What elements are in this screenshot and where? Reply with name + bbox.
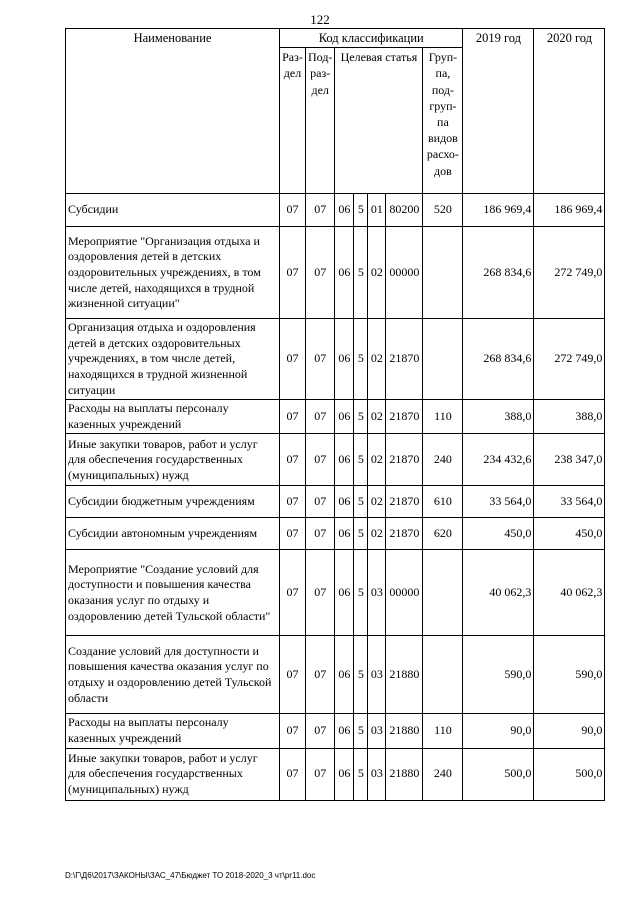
row-target-subprogram: 5 — [354, 486, 368, 518]
row-name: Иные закупки товаров, работ и услуг для обеспечения государственных (муниципальных) нужд — [66, 748, 280, 800]
row-expense-group: 620 — [423, 518, 463, 550]
row-target-program: 06 — [335, 518, 354, 550]
row-target-event: 01 — [368, 194, 386, 227]
row-name: Субсидии — [66, 194, 280, 227]
row-amount-2019: 268 834,6 — [463, 319, 534, 400]
row-podrazdel: 07 — [306, 550, 335, 636]
row-amount-2019: 186 969,4 — [463, 194, 534, 227]
row-amount-2020: 33 564,0 — [534, 486, 605, 518]
row-target-direction: 21870 — [386, 486, 423, 518]
row-podrazdel: 07 — [306, 518, 335, 550]
row-target-subprogram: 5 — [354, 434, 368, 486]
row-target-event: 03 — [368, 550, 386, 636]
row-amount-2020: 388,0 — [534, 400, 605, 434]
header-target-article: Целевая статья — [335, 48, 423, 194]
row-amount-2019: 90,0 — [463, 714, 534, 748]
row-target-event: 03 — [368, 636, 386, 714]
row-target-subprogram: 5 — [354, 550, 368, 636]
table-row — [66, 714, 605, 748]
row-target-subprogram: 5 — [354, 319, 368, 400]
row-name: Мероприятие "Создание условий для доступности и повышения качества оказания услуг по отдыху и оздоровлению детей Тульской области" — [66, 550, 280, 636]
row-target-subprogram: 5 — [354, 194, 368, 227]
row-target-subprogram: 5 — [354, 227, 368, 319]
row-target-direction: 21870 — [386, 400, 423, 434]
row-expense-group: 610 — [423, 486, 463, 518]
row-target-program: 06 — [335, 748, 354, 800]
row-razdel: 07 — [280, 550, 306, 636]
row-amount-2020: 186 969,4 — [534, 194, 605, 227]
header-name: Наименование — [66, 29, 280, 194]
row-podrazdel: 07 — [306, 714, 335, 748]
row-amount-2019: 388,0 — [463, 400, 534, 434]
table-row — [66, 400, 605, 434]
row-expense-group: 110 — [423, 400, 463, 434]
row-razdel: 07 — [280, 748, 306, 800]
row-target-direction: 21880 — [386, 714, 423, 748]
page-number: 122 — [310, 12, 330, 27]
row-target-subprogram: 5 — [354, 518, 368, 550]
row-razdel: 07 — [280, 486, 306, 518]
row-target-program: 06 — [335, 486, 354, 518]
row-target-program: 06 — [335, 636, 354, 714]
row-target-direction: 21880 — [386, 636, 423, 714]
row-target-direction: 21880 — [386, 748, 423, 800]
row-target-event: 02 — [368, 400, 386, 434]
table-row — [66, 227, 605, 319]
row-target-subprogram: 5 — [354, 714, 368, 748]
table-row — [66, 319, 605, 400]
row-expense-group — [423, 636, 463, 714]
row-amount-2019: 590,0 — [463, 636, 534, 714]
table-row — [66, 636, 605, 714]
row-target-event: 02 — [368, 434, 386, 486]
row-expense-group: 240 — [423, 748, 463, 800]
row-target-program: 06 — [335, 434, 354, 486]
row-target-program: 06 — [335, 194, 354, 227]
row-podrazdel: 07 — [306, 636, 335, 714]
row-razdel: 07 — [280, 194, 306, 227]
row-expense-group: 520 — [423, 194, 463, 227]
row-amount-2020: 450,0 — [534, 518, 605, 550]
row-name: Создание условий для доступности и повышения качества оказания услуг по отдыху и оздоровлению детей Тульской области — [66, 636, 280, 714]
row-razdel: 07 — [280, 636, 306, 714]
row-name: Расходы на выплаты персоналу казенных учреждений — [66, 400, 280, 434]
row-target-direction: 80200 — [386, 194, 423, 227]
row-target-subprogram: 5 — [354, 748, 368, 800]
row-expense-group — [423, 319, 463, 400]
row-podrazdel: 07 — [306, 227, 335, 319]
row-name: Субсидии бюджетным учреждениям — [66, 486, 280, 518]
table-row — [66, 518, 605, 550]
row-amount-2019: 500,0 — [463, 748, 534, 800]
row-amount-2019: 33 564,0 — [463, 486, 534, 518]
row-amount-2020: 40 062,3 — [534, 550, 605, 636]
row-razdel: 07 — [280, 227, 306, 319]
row-target-program: 06 — [335, 550, 354, 636]
row-amount-2020: 590,0 — [534, 636, 605, 714]
row-target-event: 03 — [368, 714, 386, 748]
file-path-footer: D:\Г\Д6\2017\ЗАКОНЫ\ЗАС_47\Бюджет ТО 2018-2020_3 чт\pr11.doc — [65, 871, 316, 880]
row-target-subprogram: 5 — [354, 400, 368, 434]
row-target-direction: 21870 — [386, 319, 423, 400]
row-podrazdel: 07 — [306, 434, 335, 486]
row-target-event: 02 — [368, 319, 386, 400]
row-expense-group — [423, 227, 463, 319]
row-name: Организация отдыха и оздоровления детей в детских оздоровительных учреждениях, в том числе детей, находящихся в трудной жизненной ситуации — [66, 319, 280, 400]
row-target-event: 02 — [368, 227, 386, 319]
row-target-program: 06 — [335, 227, 354, 319]
row-target-subprogram: 5 — [354, 636, 368, 714]
row-target-direction: 00000 — [386, 550, 423, 636]
row-razdel: 07 — [280, 518, 306, 550]
table-row — [66, 748, 605, 800]
row-target-program: 06 — [335, 714, 354, 748]
row-name: Субсидии автономным учреждениям — [66, 518, 280, 550]
row-amount-2019: 268 834,6 — [463, 227, 534, 319]
row-razdel: 07 — [280, 319, 306, 400]
row-amount-2020: 238 347,0 — [534, 434, 605, 486]
table-row — [66, 434, 605, 486]
row-podrazdel: 07 — [306, 400, 335, 434]
row-target-direction: 21870 — [386, 434, 423, 486]
row-razdel: 07 — [280, 714, 306, 748]
row-amount-2019: 40 062,3 — [463, 550, 534, 636]
row-expense-group: 110 — [423, 714, 463, 748]
header-expense-group: Груп-па, под-груп-па видов расхо-дов — [423, 48, 463, 194]
header-code: Код классификации — [280, 29, 463, 48]
row-podrazdel: 07 — [306, 194, 335, 227]
row-amount-2020: 272 749,0 — [534, 319, 605, 400]
row-name: Мероприятие "Организация отдыха и оздоровления детей в детских оздоровительных учреждениях, в том числе детей, находящихся в трудной жизненной ситуации" — [66, 227, 280, 319]
table-row — [66, 486, 605, 518]
row-target-event: 03 — [368, 748, 386, 800]
row-expense-group — [423, 550, 463, 636]
row-podrazdel: 07 — [306, 748, 335, 800]
row-amount-2020: 500,0 — [534, 748, 605, 800]
row-expense-group: 240 — [423, 434, 463, 486]
row-target-program: 06 — [335, 319, 354, 400]
budget-table — [65, 28, 605, 801]
header-2020: 2020 год — [534, 29, 605, 194]
row-amount-2019: 234 432,6 — [463, 434, 534, 486]
row-target-event: 02 — [368, 518, 386, 550]
table-body — [66, 194, 605, 800]
row-name: Иные закупки товаров, работ и услуг для обеспечения государственных (муниципальных) нужд — [66, 434, 280, 486]
row-target-direction: 00000 — [386, 227, 423, 319]
row-amount-2020: 90,0 — [534, 714, 605, 748]
row-podrazdel: 07 — [306, 486, 335, 518]
header-podrazdel: Под-раз-дел — [306, 48, 335, 194]
row-target-program: 06 — [335, 400, 354, 434]
row-razdel: 07 — [280, 400, 306, 434]
row-name: Расходы на выплаты персоналу казенных учреждений — [66, 714, 280, 748]
table-row — [66, 550, 605, 636]
row-target-direction: 21870 — [386, 518, 423, 550]
row-amount-2019: 450,0 — [463, 518, 534, 550]
header-razdel: Раз-дел — [280, 48, 306, 194]
table-row — [66, 194, 605, 227]
row-amount-2020: 272 749,0 — [534, 227, 605, 319]
row-podrazdel: 07 — [306, 319, 335, 400]
header-2019: 2019 год — [463, 29, 534, 194]
row-razdel: 07 — [280, 434, 306, 486]
row-target-event: 02 — [368, 486, 386, 518]
